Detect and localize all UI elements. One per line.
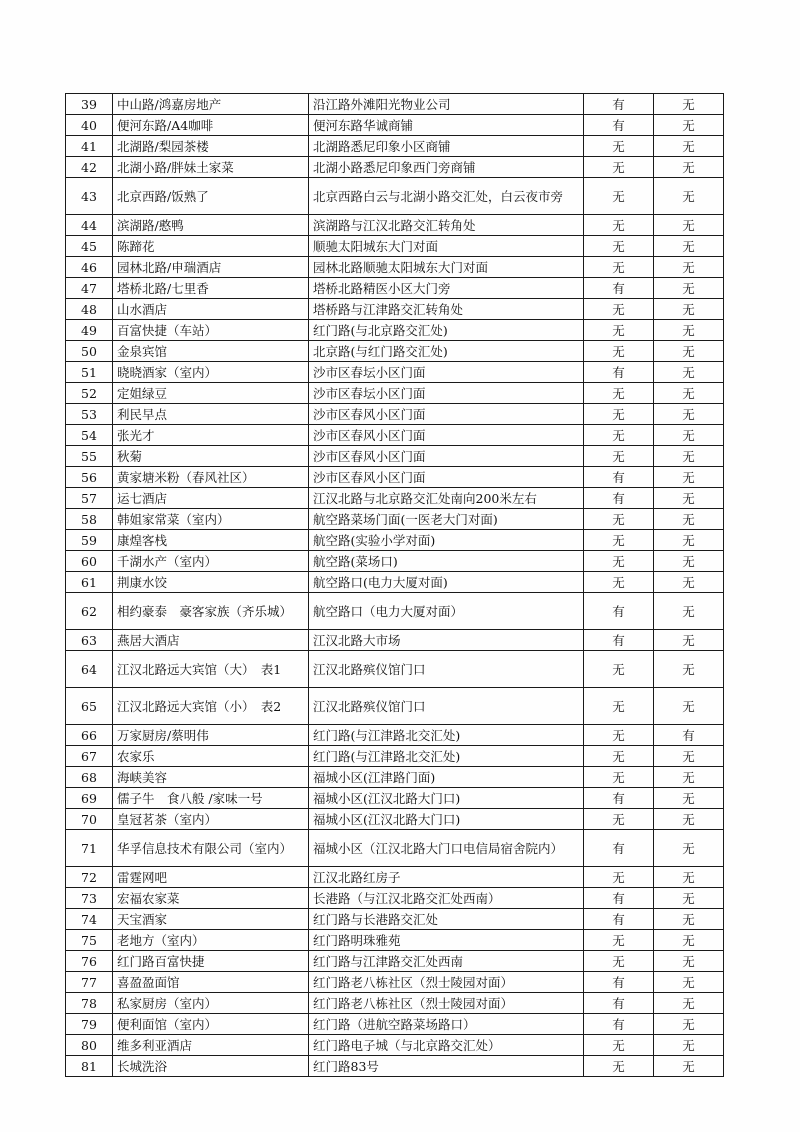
table-row: [66, 446, 724, 467]
table-row: [66, 688, 724, 725]
flag-a: 无: [584, 257, 654, 278]
venue-address: 航空路(菜场口): [309, 551, 584, 572]
flag-b: 有: [654, 725, 724, 746]
flag-b: 无: [654, 299, 724, 320]
venue-name: 黄家塘米粉（春风社区）: [113, 467, 309, 488]
venue-address: 红门路老八栋社区（烈士陵园对面）: [309, 993, 584, 1014]
row-number: 40: [66, 115, 113, 136]
venue-address: 红门路(与江津路北交汇处): [309, 725, 584, 746]
flag-b: 无: [654, 630, 724, 651]
venue-name: 百富快捷（车站）: [113, 320, 309, 341]
venue-name: 海峡美容: [113, 767, 309, 788]
row-number: 49: [66, 320, 113, 341]
flag-b: 无: [654, 446, 724, 467]
flag-a: 无: [584, 688, 654, 725]
venue-address: 江汉北路与北京路交汇处南向200米左右: [309, 488, 584, 509]
table-row: [66, 867, 724, 888]
venue-name: 维多利亚酒店: [113, 1035, 309, 1056]
flag-b: 无: [654, 593, 724, 630]
flag-a: 无: [584, 236, 654, 257]
table-row: [66, 993, 724, 1014]
table-row: [66, 157, 724, 178]
flag-a: 有: [584, 278, 654, 299]
table-row: [66, 404, 724, 425]
venue-name: 北湖小路/胖妹土家菜: [113, 157, 309, 178]
venue-address: 园林北路顺驰太阳城东大门对面: [309, 257, 584, 278]
flag-b: 无: [654, 767, 724, 788]
flag-b: 无: [654, 94, 724, 115]
venue-name: 荆康水饺: [113, 572, 309, 593]
flag-a: 有: [584, 593, 654, 630]
row-number: 58: [66, 509, 113, 530]
flag-b: 无: [654, 809, 724, 830]
venue-address: 便河东路华诚商铺: [309, 115, 584, 136]
flag-b: 无: [654, 136, 724, 157]
table-row: [66, 746, 724, 767]
flag-b: 无: [654, 551, 724, 572]
flag-a: 有: [584, 630, 654, 651]
venue-table: [65, 93, 724, 1077]
row-number: 39: [66, 94, 113, 115]
venue-name: 秋菊: [113, 446, 309, 467]
flag-a: 无: [584, 572, 654, 593]
venue-address: 航空路(实验小学对面): [309, 530, 584, 551]
row-number: 47: [66, 278, 113, 299]
flag-b: 无: [654, 688, 724, 725]
flag-b: 无: [654, 930, 724, 951]
venue-address: 沙市区春坛小区门面: [309, 362, 584, 383]
flag-a: 无: [584, 136, 654, 157]
flag-a: 无: [584, 767, 654, 788]
flag-b: 无: [654, 651, 724, 688]
row-number: 42: [66, 157, 113, 178]
row-number: 59: [66, 530, 113, 551]
flag-a: 无: [584, 509, 654, 530]
table-row: [66, 362, 724, 383]
row-number: 67: [66, 746, 113, 767]
flag-a: 无: [584, 1035, 654, 1056]
flag-a: 无: [584, 404, 654, 425]
flag-b: 无: [654, 404, 724, 425]
flag-a: 无: [584, 299, 654, 320]
row-number: 79: [66, 1014, 113, 1035]
venue-name: 江汉北路远大宾馆（小） 表2: [113, 688, 309, 725]
venue-address: 沿江路外滩阳光物业公司: [309, 94, 584, 115]
venue-address: 福城小区(江汉北路大门口): [309, 788, 584, 809]
venue-name: 私家厨房（室内）: [113, 993, 309, 1014]
row-number: 65: [66, 688, 113, 725]
flag-a: 有: [584, 993, 654, 1014]
venue-name: 运七酒店: [113, 488, 309, 509]
venue-name: 陈蹄花: [113, 236, 309, 257]
table-row: [66, 257, 724, 278]
row-number: 78: [66, 993, 113, 1014]
flag-b: 无: [654, 383, 724, 404]
venue-name: 韩姐家常菜（室内）: [113, 509, 309, 530]
flag-a: 无: [584, 725, 654, 746]
table-row: [66, 551, 724, 572]
flag-a: 无: [584, 651, 654, 688]
venue-address: 红门路明珠雅苑: [309, 930, 584, 951]
flag-b: 无: [654, 909, 724, 930]
flag-b: 无: [654, 488, 724, 509]
table-row: [66, 383, 724, 404]
flag-a: 有: [584, 830, 654, 867]
venue-name: 皇冠茗茶（室内）: [113, 809, 309, 830]
venue-address: 北京路(与红门路交汇处): [309, 341, 584, 362]
flag-a: 无: [584, 530, 654, 551]
venue-name: 定姐绿豆: [113, 383, 309, 404]
flag-b: 无: [654, 509, 724, 530]
table-row: [66, 809, 724, 830]
flag-a: 无: [584, 178, 654, 215]
venue-name: 便利面馆（室内）: [113, 1014, 309, 1035]
venue-address: 塔桥路与江津路交汇转角处: [309, 299, 584, 320]
flag-b: 无: [654, 341, 724, 362]
row-number: 45: [66, 236, 113, 257]
row-number: 70: [66, 809, 113, 830]
venue-address: 红门路老八栋社区（烈士陵园对面）: [309, 972, 584, 993]
venue-name: 康煌客栈: [113, 530, 309, 551]
row-number: 76: [66, 951, 113, 972]
flag-a: 无: [584, 215, 654, 236]
row-number: 77: [66, 972, 113, 993]
flag-b: 无: [654, 467, 724, 488]
venue-address: 沙市区春风小区门面: [309, 467, 584, 488]
row-number: 54: [66, 425, 113, 446]
row-number: 55: [66, 446, 113, 467]
venue-name: 长城洗浴: [113, 1056, 309, 1077]
flag-b: 无: [654, 362, 724, 383]
row-number: 66: [66, 725, 113, 746]
flag-a: 有: [584, 1014, 654, 1035]
venue-address: 北湖路悉尼印象小区商铺: [309, 136, 584, 157]
row-number: 60: [66, 551, 113, 572]
flag-b: 无: [654, 888, 724, 909]
venue-address: 红门路83号: [309, 1056, 584, 1077]
row-number: 81: [66, 1056, 113, 1077]
venue-address: 红门路与江津路交汇处西南: [309, 951, 584, 972]
flag-a: 有: [584, 115, 654, 136]
flag-a: 无: [584, 320, 654, 341]
venue-name: 千湖水产（室内）: [113, 551, 309, 572]
flag-b: 无: [654, 830, 724, 867]
flag-a: 无: [584, 383, 654, 404]
row-number: 64: [66, 651, 113, 688]
venue-address: 北湖小路悉尼印象西门旁商铺: [309, 157, 584, 178]
table-row: [66, 1056, 724, 1077]
table-row: [66, 1014, 724, 1035]
flag-b: 无: [654, 867, 724, 888]
venue-address: 红门路（进航空路菜场路口）: [309, 1014, 584, 1035]
table-row: [66, 215, 724, 236]
flag-b: 无: [654, 257, 724, 278]
table-row: [66, 725, 724, 746]
flag-a: 无: [584, 951, 654, 972]
row-number: 62: [66, 593, 113, 630]
table-row: [66, 930, 724, 951]
venue-address: 航空路菜场门面(一医老大门对面): [309, 509, 584, 530]
table-row: [66, 572, 724, 593]
flag-b: 无: [654, 993, 724, 1014]
venue-address: 福城小区（江汉北路大门口电信局宿舍院内）: [309, 830, 584, 867]
row-number: 74: [66, 909, 113, 930]
table-row: [66, 488, 724, 509]
table-row: [66, 509, 724, 530]
table-row: [66, 136, 724, 157]
venue-name: 江汉北路远大宾馆（大） 表1: [113, 651, 309, 688]
flag-b: 无: [654, 746, 724, 767]
flag-a: 无: [584, 867, 654, 888]
row-number: 80: [66, 1035, 113, 1056]
venue-address: 红门路(与北京路交汇处): [309, 320, 584, 341]
table-row: [66, 593, 724, 630]
flag-b: 无: [654, 572, 724, 593]
venue-address: 沙市区春坛小区门面: [309, 383, 584, 404]
row-number: 53: [66, 404, 113, 425]
flag-a: 无: [584, 425, 654, 446]
venue-name: 北湖路/梨园茶楼: [113, 136, 309, 157]
flag-a: 无: [584, 746, 654, 767]
table-row: [66, 236, 724, 257]
flag-b: 无: [654, 951, 724, 972]
venue-table-body: [66, 94, 724, 1077]
table-row: [66, 972, 724, 993]
venue-name: 金泉宾馆: [113, 341, 309, 362]
venue-name: 红门路百富快捷: [113, 951, 309, 972]
flag-b: 无: [654, 1035, 724, 1056]
venue-address: 红门路与长港路交汇处: [309, 909, 584, 930]
venue-name: 农家乐: [113, 746, 309, 767]
venue-address: 沙市区春风小区门面: [309, 446, 584, 467]
row-number: 43: [66, 178, 113, 215]
flag-b: 无: [654, 530, 724, 551]
row-number: 69: [66, 788, 113, 809]
venue-name: 老地方（室内）: [113, 930, 309, 951]
table-row: [66, 651, 724, 688]
table-row: [66, 630, 724, 651]
venue-address: 江汉北路大市场: [309, 630, 584, 651]
row-number: 51: [66, 362, 113, 383]
venue-address: 沙市区春风小区门面: [309, 425, 584, 446]
venue-address: 福城小区(江津路门面): [309, 767, 584, 788]
table-row: [66, 530, 724, 551]
venue-name: 相约豪泰 豪客家族（齐乐城）: [113, 593, 309, 630]
row-number: 73: [66, 888, 113, 909]
venue-address: 江汉北路红房子: [309, 867, 584, 888]
flag-a: 有: [584, 362, 654, 383]
row-number: 61: [66, 572, 113, 593]
venue-address: 顺驰太阳城东大门对面: [309, 236, 584, 257]
venue-address: 江汉北路殡仪馆门口: [309, 688, 584, 725]
flag-a: 有: [584, 94, 654, 115]
row-number: 48: [66, 299, 113, 320]
row-number: 44: [66, 215, 113, 236]
row-number: 63: [66, 630, 113, 651]
table-row: [66, 94, 724, 115]
venue-address: 北京西路白云与北湖小路交汇处，白云夜市旁: [309, 178, 584, 215]
flag-a: 无: [584, 551, 654, 572]
flag-a: 无: [584, 930, 654, 951]
flag-a: 有: [584, 788, 654, 809]
table-row: [66, 341, 724, 362]
venue-name: 天宝酒家: [113, 909, 309, 930]
venue-name: 万家厨房/蔡明伟: [113, 725, 309, 746]
table-row: [66, 830, 724, 867]
venue-name: 燕居大酒店: [113, 630, 309, 651]
flag-b: 无: [654, 972, 724, 993]
venue-name: 便河东路/A4咖啡: [113, 115, 309, 136]
table-row: [66, 767, 724, 788]
venue-name: 喜盈盈面馆: [113, 972, 309, 993]
flag-a: 无: [584, 1056, 654, 1077]
row-number: 41: [66, 136, 113, 157]
flag-b: 无: [654, 157, 724, 178]
flag-a: 有: [584, 467, 654, 488]
venue-address: 滨湖路与江汉北路交汇转角处: [309, 215, 584, 236]
row-number: 72: [66, 867, 113, 888]
table-row: [66, 115, 724, 136]
table-row: [66, 467, 724, 488]
flag-b: 无: [654, 1056, 724, 1077]
row-number: 52: [66, 383, 113, 404]
table-row: [66, 909, 724, 930]
flag-a: 有: [584, 888, 654, 909]
flag-b: 无: [654, 320, 724, 341]
flag-b: 无: [654, 278, 724, 299]
table-row: [66, 951, 724, 972]
row-number: 56: [66, 467, 113, 488]
row-number: 71: [66, 830, 113, 867]
table-row: [66, 1035, 724, 1056]
venue-name: 滨湖路/憨鸭: [113, 215, 309, 236]
row-number: 50: [66, 341, 113, 362]
flag-a: 无: [584, 341, 654, 362]
venue-address: 江汉北路殡仪馆门口: [309, 651, 584, 688]
row-number: 75: [66, 930, 113, 951]
table-row: [66, 278, 724, 299]
flag-b: 无: [654, 236, 724, 257]
venue-address: 长港路（与江汉北路交汇处西南）: [309, 888, 584, 909]
venue-name: 山水酒店: [113, 299, 309, 320]
venue-name: 宏福农家菜: [113, 888, 309, 909]
table-row: [66, 299, 724, 320]
flag-a: 无: [584, 157, 654, 178]
flag-b: 无: [654, 178, 724, 215]
flag-a: 有: [584, 972, 654, 993]
table-row: [66, 788, 724, 809]
venue-name: 晓晓酒家（室内）: [113, 362, 309, 383]
row-number: 57: [66, 488, 113, 509]
venue-name: 利民早点: [113, 404, 309, 425]
venue-name: 华孚信息技术有限公司（室内）: [113, 830, 309, 867]
venue-name: 北京西路/饭熟了: [113, 178, 309, 215]
flag-b: 无: [654, 788, 724, 809]
row-number: 68: [66, 767, 113, 788]
flag-a: 有: [584, 488, 654, 509]
venue-address: 航空路口(电力大厦对面): [309, 572, 584, 593]
table-row: [66, 425, 724, 446]
table-row: [66, 888, 724, 909]
flag-b: 无: [654, 115, 724, 136]
flag-b: 无: [654, 425, 724, 446]
venue-name: 塔桥北路/七里香: [113, 278, 309, 299]
venue-name: 雷霆网吧: [113, 867, 309, 888]
venue-address: 航空路口（电力大厦对面）: [309, 593, 584, 630]
table-row: [66, 178, 724, 215]
flag-a: 无: [584, 809, 654, 830]
venue-address: 红门路电子城（与北京路交汇处）: [309, 1035, 584, 1056]
table-row: [66, 320, 724, 341]
venue-name: 儒子牛 食八般 /家味一号: [113, 788, 309, 809]
flag-a: 无: [584, 446, 654, 467]
flag-b: 无: [654, 1014, 724, 1035]
venue-name: 中山路/鸿嘉房地产: [113, 94, 309, 115]
flag-a: 有: [584, 909, 654, 930]
venue-name: 园林北路/申瑞酒店: [113, 257, 309, 278]
venue-address: 红门路(与江津路北交汇处): [309, 746, 584, 767]
venue-name: 张光才: [113, 425, 309, 446]
flag-b: 无: [654, 215, 724, 236]
venue-address: 福城小区(江汉北路大门口): [309, 809, 584, 830]
venue-address: 沙市区春风小区门面: [309, 404, 584, 425]
row-number: 46: [66, 257, 113, 278]
venue-address: 塔桥北路精医小区大门旁: [309, 278, 584, 299]
